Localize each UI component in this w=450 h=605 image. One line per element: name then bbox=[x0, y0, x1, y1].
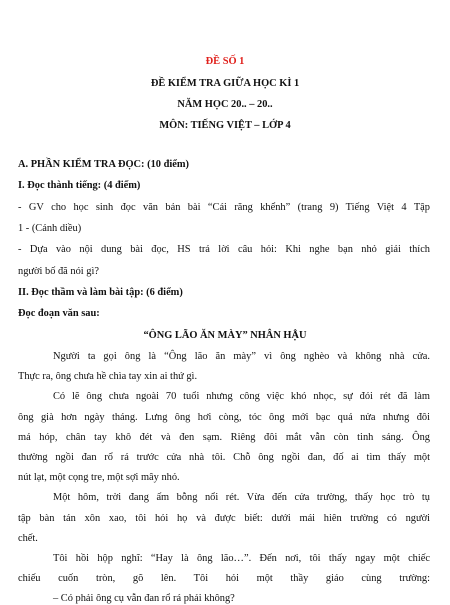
story-line: tập bàn tán xôn xao, tôi hỏi họ và được biết: dưới mái hiên trường có người bbox=[18, 512, 430, 524]
story-line: chết. bbox=[18, 532, 38, 544]
part1-line: 1 - (Cánh diều) bbox=[18, 223, 82, 234]
subject-line: MÔN: TIẾNG VIỆT – LỚP 4 bbox=[159, 120, 291, 131]
section-a-heading: A. PHẦN KIỂM TRA ĐỌC: (10 điểm) bbox=[18, 159, 189, 170]
part1-heading: I. Đọc thành tiếng: (4 điểm) bbox=[18, 180, 141, 191]
story-line: chiếu cuốn tròn, gõ lên. Tôi hỏi một thầy giáo cùng trường: bbox=[18, 573, 430, 585]
reading-label: Đọc đoạn văn sau: bbox=[18, 308, 100, 319]
exam-title: ĐỀ KIỂM TRA GIỮA HỌC KÌ 1 bbox=[150, 78, 300, 89]
story-line: ông già hơn ngày tháng. Lưng ông hơi còng, tóc ông mới bạc quá nửa nhưng đôi bbox=[18, 411, 430, 423]
story-title: “ÔNG LÃO ĂN MÀY” NHÂN HẬU bbox=[143, 330, 307, 341]
story-line: nút lạt, một cọng tre, một sợi mây nhỏ. bbox=[18, 472, 180, 484]
school-year: NĂM HỌC 20.. – 20.. bbox=[177, 99, 273, 110]
story-line: thường ngồi đan rổ rá trước cửa nhà tôi. Chỗ ông ngồi đan, đố ai tìm thấy một bbox=[18, 452, 430, 463]
story-line: Người ta gọi ông là “Ông lão ăn mày” vì ông nghèo và không nhà cửa. bbox=[53, 351, 430, 362]
story-line: Một hôm, trời đang ấm bỗng nổi rét. Vừa đến cửa trường, thấy học trò tụ bbox=[53, 492, 430, 504]
story-line: Có lẽ ông chưa ngoài 70 tuổi nhưng công việc khó nhọc, sự đói rét đã làm bbox=[53, 391, 430, 403]
part2-heading: II. Đọc thầm và làm bài tập: (6 điểm) bbox=[18, 287, 183, 298]
exam-number: ĐỀ SỐ 1 bbox=[205, 56, 245, 67]
story-line: – Có phải ông cụ vẫn đan rổ rá phải không? bbox=[53, 593, 235, 605]
story-line: Tôi hồi hộp nghĩ: “Hay là ông lão…”. Đến nơi, tôi thấy ngay một chiếc bbox=[53, 553, 430, 564]
story-line: Thực ra, ông chưa hề chìa tay xin ai thứ gì. bbox=[18, 371, 198, 383]
part1-line: - GV cho học sinh đọc văn bản bài “Cái răng khểnh” (trang 9) Tiếng Việt 4 Tập bbox=[18, 202, 430, 213]
part1-line: - Dựa vào nội dung bài đọc, HS trả lời câu hỏi: Khi nghe bạn nhỏ giải thích bbox=[18, 244, 430, 255]
part1-line: người bố đã nói gì? bbox=[18, 266, 99, 277]
story-line: má hóp, chân tay khô đét và đen sạm. Riêng đôi mắt vẫn còn tinh sáng. Ông bbox=[18, 431, 430, 443]
